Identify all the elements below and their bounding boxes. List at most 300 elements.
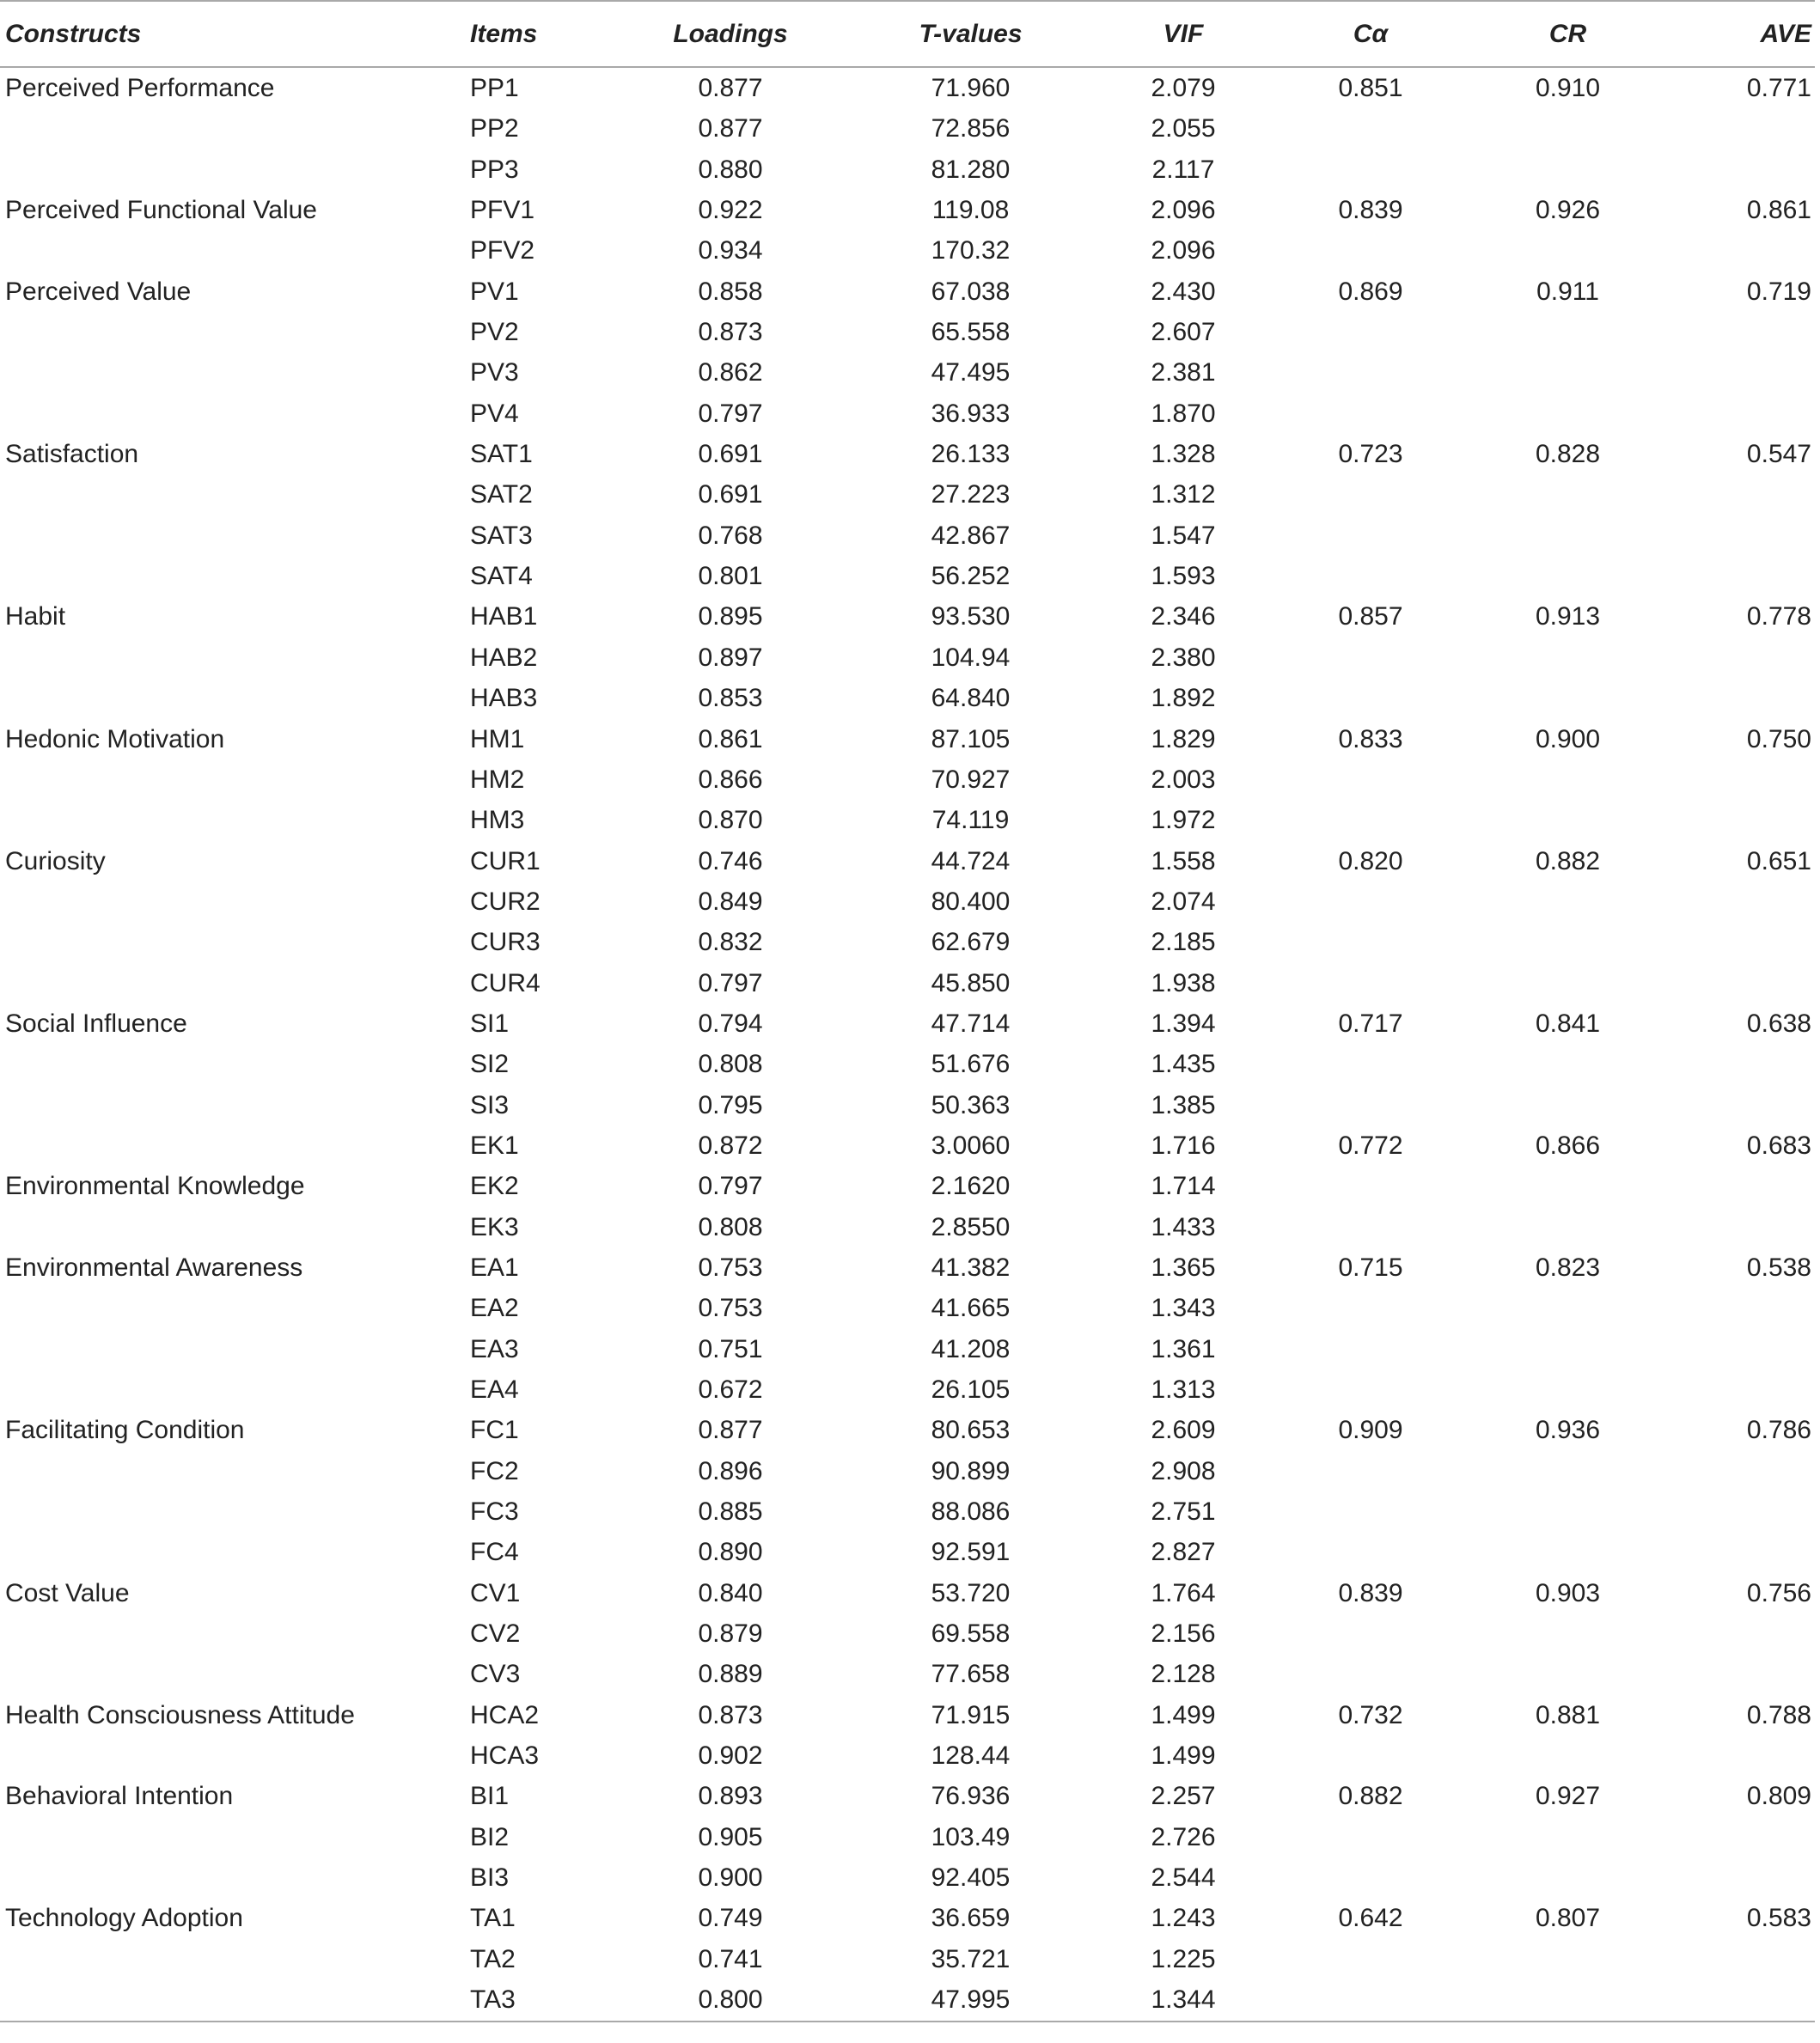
item-cell: CUR4 bbox=[470, 968, 541, 997]
item-cell: BI2 bbox=[470, 1822, 510, 1851]
t-value-cell: 103.49 bbox=[931, 1822, 1011, 1851]
table-row bbox=[0, 1166, 1815, 1206]
table-row bbox=[0, 1695, 1815, 1735]
loading-cell: 0.746 bbox=[698, 846, 763, 875]
cronbach-alpha-cell bbox=[1273, 1288, 1468, 1328]
construct-cell bbox=[0, 800, 468, 840]
ave-cell bbox=[1668, 556, 1815, 596]
item-cell: SAT2 bbox=[470, 480, 533, 509]
ave-cell: 0.638 bbox=[1746, 1009, 1811, 1038]
ave-cell bbox=[1668, 1329, 1815, 1369]
cronbach-alpha-cell bbox=[1273, 1369, 1468, 1410]
cronbach-alpha-cell: 0.642 bbox=[1338, 1904, 1403, 1933]
construct-cell bbox=[0, 1369, 468, 1410]
construct-cell: Environmental Knowledge bbox=[5, 1172, 305, 1201]
composite-reliability-cell bbox=[1468, 678, 1668, 718]
loading-cell: 0.832 bbox=[698, 928, 763, 957]
cronbach-alpha-cell bbox=[1273, 1166, 1468, 1206]
construct-cell bbox=[0, 515, 468, 556]
construct-cell bbox=[0, 1491, 468, 1532]
table-row bbox=[0, 1247, 1815, 1288]
table-header bbox=[0, 1, 1815, 67]
item-cell: PV1 bbox=[470, 277, 519, 306]
composite-reliability-cell bbox=[1468, 149, 1668, 190]
cronbach-alpha-cell bbox=[1273, 922, 1468, 962]
ave-cell bbox=[1668, 1166, 1815, 1206]
t-value-cell: 64.840 bbox=[931, 684, 1011, 713]
vif-cell: 2.751 bbox=[1151, 1497, 1216, 1527]
ave-cell: 0.788 bbox=[1746, 1700, 1811, 1729]
item-cell: FC3 bbox=[470, 1497, 519, 1527]
composite-reliability-cell bbox=[1468, 230, 1668, 271]
construct-cell: Behavioral Intention bbox=[5, 1782, 234, 1811]
cronbach-alpha-cell bbox=[1273, 1085, 1468, 1125]
cronbach-alpha-cell: 0.833 bbox=[1338, 724, 1403, 753]
t-value-cell: 47.995 bbox=[848, 1979, 1093, 2021]
item-cell: HCA3 bbox=[470, 1741, 540, 1771]
construct-cell bbox=[0, 1329, 468, 1369]
item-cell: CUR3 bbox=[470, 928, 541, 957]
vif-cell: 1.313 bbox=[1151, 1375, 1216, 1404]
vif-cell: 2.827 bbox=[1151, 1538, 1216, 1567]
t-value-cell: 42.867 bbox=[931, 521, 1011, 550]
loading-cell: 0.749 bbox=[698, 1904, 763, 1933]
vif-cell: 1.764 bbox=[1151, 1578, 1216, 1607]
table-row bbox=[0, 474, 1815, 515]
item-cell: EA3 bbox=[470, 1334, 519, 1363]
item-cell: PFV1 bbox=[470, 196, 535, 225]
loading-cell: 0.808 bbox=[698, 1212, 763, 1241]
cronbach-alpha-cell: 0.820 bbox=[1338, 846, 1403, 875]
ave-cell bbox=[1668, 881, 1815, 922]
table-row bbox=[0, 556, 1815, 596]
cronbach-alpha-cell bbox=[1273, 637, 1468, 678]
ave-cell bbox=[1668, 108, 1815, 149]
header-row bbox=[0, 1, 1815, 67]
vif-cell: 2.096 bbox=[1151, 196, 1216, 225]
loading-cell: 0.870 bbox=[698, 806, 763, 835]
cronbach-alpha-cell bbox=[1273, 474, 1468, 515]
loading-cell: 0.741 bbox=[698, 1944, 763, 1973]
ave-cell bbox=[1668, 922, 1815, 962]
construct-cell: Facilitating Condition bbox=[5, 1416, 245, 1445]
construct-cell bbox=[0, 678, 468, 718]
t-value-cell: 65.558 bbox=[931, 318, 1011, 347]
item-cell: FC2 bbox=[470, 1456, 519, 1485]
table-row bbox=[0, 1573, 1815, 1613]
vif-cell: 2.381 bbox=[1151, 358, 1216, 387]
construct-cell bbox=[0, 1939, 468, 1979]
composite-reliability-cell bbox=[1468, 922, 1668, 962]
item-cell: TA3 bbox=[468, 1979, 613, 2021]
cronbach-alpha-cell: 0.772 bbox=[1338, 1131, 1403, 1160]
vif-cell: 2.346 bbox=[1151, 602, 1216, 631]
t-value-cell: 93.530 bbox=[931, 602, 1011, 631]
table-row bbox=[0, 759, 1815, 800]
ave-cell bbox=[1668, 1369, 1815, 1410]
vif-cell: 1.558 bbox=[1151, 846, 1216, 875]
construct-cell: Habit bbox=[5, 602, 66, 631]
composite-reliability-cell bbox=[1468, 759, 1668, 800]
table-row bbox=[0, 800, 1815, 840]
t-value-cell: 56.252 bbox=[931, 562, 1011, 591]
table-row bbox=[0, 963, 1815, 1003]
composite-reliability-cell: 0.936 bbox=[1535, 1416, 1601, 1445]
loading-cell: 0.885 bbox=[698, 1497, 763, 1527]
item-cell: SAT3 bbox=[470, 521, 533, 550]
vif-cell: 1.716 bbox=[1151, 1131, 1216, 1160]
composite-reliability-cell bbox=[1468, 556, 1668, 596]
composite-reliability-cell: 0.927 bbox=[1535, 1782, 1601, 1811]
loading-cell: 0.691 bbox=[698, 440, 763, 469]
t-value-cell: 67.038 bbox=[931, 277, 1011, 306]
t-value-cell: 81.280 bbox=[931, 155, 1011, 184]
item-cell: PFV2 bbox=[470, 236, 535, 265]
vif-cell: 2.430 bbox=[1151, 277, 1216, 306]
vif-cell: 1.714 bbox=[1151, 1172, 1216, 1201]
composite-reliability-cell: 0.823 bbox=[1535, 1253, 1601, 1282]
loading-cell: 0.922 bbox=[698, 196, 763, 225]
t-value-cell: 41.382 bbox=[931, 1253, 1011, 1282]
t-value-cell: 92.405 bbox=[931, 1863, 1011, 1893]
construct-cell bbox=[0, 393, 468, 434]
table-row bbox=[0, 1776, 1815, 1816]
t-value-cell: 45.850 bbox=[931, 968, 1011, 997]
item-cell: TA2 bbox=[470, 1944, 516, 1973]
cronbach-alpha-cell bbox=[1273, 759, 1468, 800]
vif-cell: 2.055 bbox=[1151, 114, 1216, 143]
loading-cell: 0.889 bbox=[698, 1660, 763, 1689]
construct-cell bbox=[0, 1654, 468, 1694]
ave-cell bbox=[1668, 515, 1815, 556]
vif-cell: 2.074 bbox=[1151, 887, 1216, 916]
t-value-cell: 62.679 bbox=[931, 928, 1011, 957]
cronbach-alpha-cell: 0.732 bbox=[1338, 1700, 1403, 1729]
table-row bbox=[0, 1044, 1815, 1084]
vif-cell: 1.343 bbox=[1151, 1294, 1216, 1323]
construct-cell: Social Influence bbox=[5, 1009, 187, 1038]
composite-reliability-cell bbox=[1468, 963, 1668, 1003]
vif-cell: 1.365 bbox=[1151, 1253, 1216, 1282]
table-row bbox=[0, 1939, 1815, 1979]
vif-cell: 1.344 bbox=[1093, 1979, 1273, 2021]
ave-cell bbox=[1668, 149, 1815, 190]
composite-reliability-cell bbox=[1468, 1939, 1668, 1979]
table-row bbox=[0, 1369, 1815, 1410]
construct-cell: Technology Adoption bbox=[5, 1904, 243, 1933]
table-row bbox=[0, 1898, 1815, 1938]
composite-reliability-cell bbox=[1468, 1166, 1668, 1206]
vif-cell: 2.156 bbox=[1151, 1619, 1216, 1649]
construct-cell bbox=[0, 1085, 468, 1125]
item-cell: PV4 bbox=[470, 399, 519, 428]
vif-cell: 2.544 bbox=[1151, 1863, 1216, 1893]
construct-cell bbox=[0, 637, 468, 678]
vif-cell: 1.892 bbox=[1151, 684, 1216, 713]
ave-cell bbox=[1668, 1491, 1815, 1532]
loading-cell: 0.768 bbox=[698, 521, 763, 550]
composite-reliability-cell bbox=[1468, 108, 1668, 149]
table-row bbox=[0, 1735, 1815, 1776]
vif-cell: 1.328 bbox=[1151, 440, 1216, 469]
construct-cell: Cost Value bbox=[5, 1578, 130, 1607]
construct-cell bbox=[0, 1735, 468, 1776]
t-value-cell: 71.960 bbox=[931, 74, 1011, 102]
loading-cell: 0.890 bbox=[698, 1538, 763, 1567]
ave-cell bbox=[1668, 1817, 1815, 1857]
ave-cell: 0.809 bbox=[1746, 1782, 1811, 1811]
cronbach-alpha-cell bbox=[1273, 108, 1468, 149]
table-row bbox=[0, 1288, 1815, 1328]
ave-cell bbox=[1668, 312, 1815, 352]
cronbach-alpha-cell bbox=[1273, 1329, 1468, 1369]
cronbach-alpha-cell bbox=[1273, 881, 1468, 922]
t-value-cell: 3.0060 bbox=[931, 1131, 1011, 1160]
header-constructs: Constructs bbox=[5, 19, 142, 48]
item-cell: BI3 bbox=[470, 1863, 510, 1893]
composite-reliability-cell bbox=[1468, 1613, 1668, 1654]
loading-cell: 0.902 bbox=[698, 1741, 763, 1771]
loading-cell: 0.877 bbox=[698, 74, 763, 102]
vif-cell: 2.726 bbox=[1151, 1822, 1216, 1851]
t-value-cell: 2.1620 bbox=[931, 1172, 1011, 1201]
composite-reliability-cell bbox=[1468, 393, 1668, 434]
cronbach-alpha-cell bbox=[1273, 1044, 1468, 1084]
vif-cell: 2.380 bbox=[1151, 643, 1216, 672]
item-cell: SI1 bbox=[470, 1009, 510, 1038]
item-cell: PV3 bbox=[470, 358, 519, 387]
ave-cell bbox=[1668, 1939, 1815, 1979]
t-value-cell: 80.653 bbox=[931, 1416, 1011, 1445]
construct-cell: Environmental Awareness bbox=[5, 1253, 303, 1282]
construct-cell bbox=[0, 1288, 468, 1328]
construct-cell: Perceived Value bbox=[5, 277, 192, 306]
construct-cell bbox=[0, 556, 468, 596]
table-row bbox=[0, 149, 1815, 190]
cronbach-alpha-cell bbox=[1273, 393, 1468, 434]
ave-cell: 0.651 bbox=[1746, 846, 1811, 875]
table-row bbox=[0, 1085, 1815, 1125]
composite-reliability-cell bbox=[1468, 1654, 1668, 1694]
vif-cell: 1.972 bbox=[1151, 806, 1216, 835]
item-cell: EA2 bbox=[470, 1294, 519, 1323]
table-row bbox=[0, 190, 1815, 230]
composite-reliability-cell bbox=[1468, 881, 1668, 922]
t-value-cell: 27.223 bbox=[931, 480, 1011, 509]
table-row bbox=[0, 352, 1815, 393]
t-value-cell: 128.44 bbox=[931, 1741, 1011, 1771]
composite-reliability-cell: 0.881 bbox=[1535, 1700, 1601, 1729]
loading-cell: 0.872 bbox=[698, 1131, 763, 1160]
cronbach-alpha-cell bbox=[1273, 1735, 1468, 1776]
ave-cell bbox=[1668, 1044, 1815, 1084]
table-row bbox=[0, 1613, 1815, 1654]
ave-cell bbox=[1668, 474, 1815, 515]
table-row bbox=[0, 67, 1815, 108]
loading-cell: 0.880 bbox=[698, 155, 763, 184]
table-row bbox=[0, 434, 1815, 474]
ave-cell bbox=[1668, 230, 1815, 271]
ave-cell: 0.538 bbox=[1746, 1253, 1811, 1282]
table-row bbox=[0, 1979, 1815, 2021]
cronbach-alpha-cell bbox=[1273, 800, 1468, 840]
construct-cell bbox=[0, 1817, 468, 1857]
table-row bbox=[0, 1654, 1815, 1694]
composite-reliability-cell bbox=[1468, 1044, 1668, 1084]
vif-cell: 1.499 bbox=[1151, 1700, 1216, 1729]
vif-cell: 1.547 bbox=[1151, 521, 1216, 550]
cronbach-alpha-cell: 0.715 bbox=[1338, 1253, 1403, 1282]
loading-cell: 0.751 bbox=[698, 1334, 763, 1363]
ave-cell bbox=[1668, 393, 1815, 434]
vif-cell: 1.225 bbox=[1151, 1944, 1216, 1973]
ave-cell: 0.683 bbox=[1746, 1131, 1811, 1160]
loading-cell: 0.861 bbox=[698, 724, 763, 753]
t-value-cell: 119.08 bbox=[931, 196, 1010, 225]
vif-cell: 2.079 bbox=[1151, 74, 1216, 102]
loading-cell: 0.800 bbox=[613, 1979, 848, 2021]
vif-cell: 1.394 bbox=[1151, 1009, 1216, 1038]
ave-cell: 0.778 bbox=[1746, 602, 1811, 631]
cronbach-alpha-cell bbox=[1273, 556, 1468, 596]
item-cell: HAB2 bbox=[470, 643, 538, 672]
item-cell: CV1 bbox=[470, 1578, 521, 1607]
item-cell: PV2 bbox=[470, 318, 519, 347]
ave-cell bbox=[1668, 1735, 1815, 1776]
cronbach-alpha-cell: 0.869 bbox=[1338, 277, 1403, 306]
composite-reliability-cell bbox=[1468, 1288, 1668, 1328]
t-value-cell: 76.936 bbox=[931, 1782, 1011, 1811]
t-value-cell: 26.133 bbox=[931, 440, 1011, 469]
header-loadings: Loadings bbox=[673, 19, 788, 48]
t-value-cell: 69.558 bbox=[931, 1619, 1011, 1649]
construct-cell bbox=[0, 352, 468, 393]
cronbach-alpha-cell bbox=[1273, 1451, 1468, 1491]
t-value-cell: 74.119 bbox=[931, 806, 1010, 835]
loading-cell: 0.900 bbox=[698, 1863, 763, 1893]
construct-cell bbox=[0, 1532, 468, 1572]
composite-reliability-cell bbox=[1468, 1857, 1668, 1898]
item-cell: HM3 bbox=[470, 806, 525, 835]
t-value-cell: 41.665 bbox=[931, 1294, 1011, 1323]
cronbach-alpha-cell bbox=[1273, 1939, 1468, 1979]
loading-cell: 0.873 bbox=[698, 1700, 763, 1729]
construct-cell bbox=[0, 1857, 468, 1898]
item-cell: PP3 bbox=[470, 155, 519, 184]
loading-cell: 0.877 bbox=[698, 114, 763, 143]
composite-reliability-cell bbox=[1468, 800, 1668, 840]
composite-reliability-cell bbox=[1468, 515, 1668, 556]
cronbach-alpha-cell bbox=[1273, 515, 1468, 556]
composite-reliability-cell bbox=[1468, 1451, 1668, 1491]
composite-reliability-cell: 0.913 bbox=[1535, 602, 1601, 631]
vif-cell: 1.870 bbox=[1151, 399, 1216, 428]
vif-cell: 2.185 bbox=[1151, 928, 1216, 957]
vif-cell: 2.607 bbox=[1151, 318, 1216, 347]
table-row bbox=[0, 312, 1815, 352]
table-row bbox=[0, 1451, 1815, 1491]
item-cell: SAT1 bbox=[470, 440, 533, 469]
item-cell: FC4 bbox=[470, 1538, 519, 1567]
table-row bbox=[0, 1207, 1815, 1247]
header-composite-reliability: CR bbox=[1548, 19, 1587, 48]
table-row bbox=[0, 1410, 1815, 1450]
ave-cell bbox=[1668, 678, 1815, 718]
loading-cell: 0.794 bbox=[698, 1009, 763, 1038]
construct-cell: Hedonic Motivation bbox=[5, 724, 225, 753]
construct-cell bbox=[0, 230, 468, 271]
loading-cell: 0.840 bbox=[698, 1578, 763, 1607]
construct-cell bbox=[0, 1125, 468, 1166]
header-t-values: T-values bbox=[919, 19, 1023, 48]
loading-cell: 0.797 bbox=[698, 399, 763, 428]
composite-reliability-cell bbox=[1468, 1817, 1668, 1857]
ave-cell bbox=[1668, 1207, 1815, 1247]
vif-cell: 1.243 bbox=[1151, 1904, 1216, 1933]
ave-cell bbox=[1668, 1979, 1815, 2021]
composite-reliability-cell bbox=[1468, 1735, 1668, 1776]
construct-cell bbox=[0, 881, 468, 922]
construct-cell: Health Consciousness Attitude bbox=[5, 1700, 355, 1729]
cronbach-alpha-cell bbox=[1273, 1654, 1468, 1694]
t-value-cell: 104.94 bbox=[931, 643, 1011, 672]
ave-cell bbox=[1668, 963, 1815, 1003]
ave-cell: 0.547 bbox=[1746, 440, 1811, 469]
vif-cell: 2.003 bbox=[1151, 765, 1216, 794]
t-value-cell: 90.899 bbox=[931, 1456, 1011, 1485]
composite-reliability-cell bbox=[1468, 637, 1668, 678]
composite-reliability-cell: 0.882 bbox=[1535, 846, 1601, 875]
cronbach-alpha-cell bbox=[1273, 352, 1468, 393]
item-cell: SAT4 bbox=[470, 562, 533, 591]
table-row bbox=[0, 1532, 1815, 1572]
t-value-cell: 47.714 bbox=[931, 1009, 1011, 1038]
table-row bbox=[0, 637, 1815, 678]
composite-reliability-cell bbox=[1468, 474, 1668, 515]
ave-cell bbox=[1668, 1654, 1815, 1694]
construct-cell bbox=[0, 474, 468, 515]
header-ave: AVE bbox=[1760, 19, 1811, 48]
loading-cell: 0.795 bbox=[698, 1090, 763, 1119]
composite-reliability-cell bbox=[1468, 352, 1668, 393]
t-value-cell: 72.856 bbox=[931, 114, 1011, 143]
loading-cell: 0.896 bbox=[698, 1456, 763, 1485]
composite-reliability-cell: 0.903 bbox=[1535, 1578, 1601, 1607]
vif-cell: 1.433 bbox=[1151, 1212, 1216, 1241]
construct-cell bbox=[0, 149, 468, 190]
t-value-cell: 36.659 bbox=[931, 1904, 1011, 1933]
ave-cell: 0.861 bbox=[1746, 196, 1811, 225]
loading-cell: 0.672 bbox=[698, 1375, 763, 1404]
ave-cell bbox=[1668, 1857, 1815, 1898]
vif-cell: 2.096 bbox=[1151, 236, 1216, 265]
loading-cell: 0.879 bbox=[698, 1619, 763, 1649]
cronbach-alpha-cell bbox=[1273, 149, 1468, 190]
cronbach-alpha-cell: 0.717 bbox=[1338, 1009, 1403, 1038]
t-value-cell: 50.363 bbox=[931, 1090, 1011, 1119]
item-cell: HM2 bbox=[470, 765, 525, 794]
cronbach-alpha-cell bbox=[1273, 963, 1468, 1003]
ave-cell bbox=[1668, 1532, 1815, 1572]
composite-reliability-cell: 0.910 bbox=[1535, 74, 1601, 102]
ave-cell: 0.750 bbox=[1746, 724, 1811, 753]
table-row bbox=[0, 108, 1815, 149]
table-row bbox=[0, 271, 1815, 312]
table-row bbox=[0, 1125, 1815, 1166]
t-value-cell: 51.676 bbox=[931, 1050, 1011, 1079]
ave-cell bbox=[1668, 1451, 1815, 1491]
cronbach-alpha-cell: 0.851 bbox=[1338, 74, 1403, 102]
